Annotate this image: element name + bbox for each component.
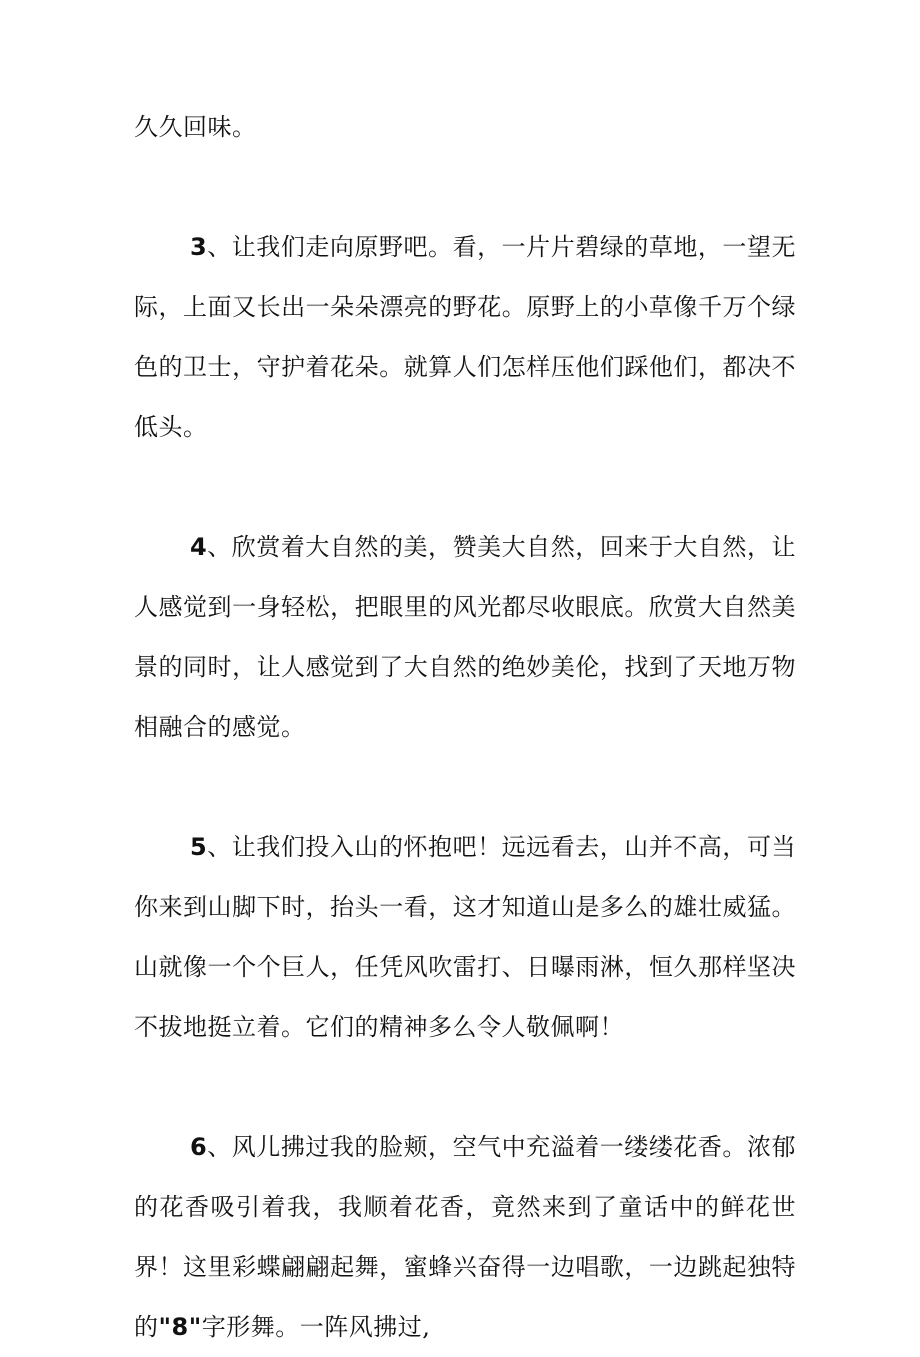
paragraph-text: 、欣赏着大自然的美，赞美大自然，回来于大自然，让人感觉到一身轻松，把眼里的风光都尽收眼底。欣赏大自然美景的同时，让人感觉到了大自然的绝妙美伦，找到了天地万物相融合的感觉。 (134, 533, 796, 741)
paragraph-gap (134, 1057, 796, 1117)
paragraph-tail-text: 字形舞。一阵风拂过, (201, 1313, 431, 1341)
paragraph-continuation (134, 97, 796, 157)
paragraph-gap (134, 757, 796, 817)
paragraph-5 (134, 817, 796, 1057)
paragraph-gap (134, 457, 796, 517)
paragraph-text: 、让我们投入山的怀抱吧！远远看去，山并不高，可当你来到山脚下时，抬头一看，这才知道山是多么的雄壮威猛。山就像一个个巨人，任凭风吹雷打、日曝雨淋，恒久那样坚决不拔地挺立着。它们的精神多么令人敬佩啊！ (134, 833, 796, 1041)
paragraph-6 (134, 1117, 796, 1357)
paragraph-text: 、风儿拂过我的脸颊，空气中充溢着一缕缕花香。浓郁的花香吸引着我，我顺着花香，竟然来到了童话中的鲜花世界！这里彩蝶翩翩起舞，蜜蜂兴奋得一边唱歌，一边跳起独特的 (134, 1133, 796, 1341)
quoted-number: "8" (158, 1313, 202, 1341)
paragraph-number: 6 (190, 1133, 208, 1161)
paragraph-number: 4 (190, 533, 208, 561)
paragraph-gap (134, 157, 796, 217)
paragraph-number: 5 (190, 833, 208, 861)
paragraph-number: 3 (190, 233, 208, 261)
paragraph-4 (134, 517, 796, 757)
paragraph-3 (134, 217, 796, 457)
paragraph-text: 久久回味。 (134, 113, 257, 141)
paragraph-text: 、让我们走向原野吧。看，一片片碧绿的草地，一望无际，上面又长出一朵朵漂亮的野花。原野上的小草像千万个绿色的卫士，守护着花朵。就算人们怎样压他们踩他们，都决不低头。 (134, 233, 796, 441)
